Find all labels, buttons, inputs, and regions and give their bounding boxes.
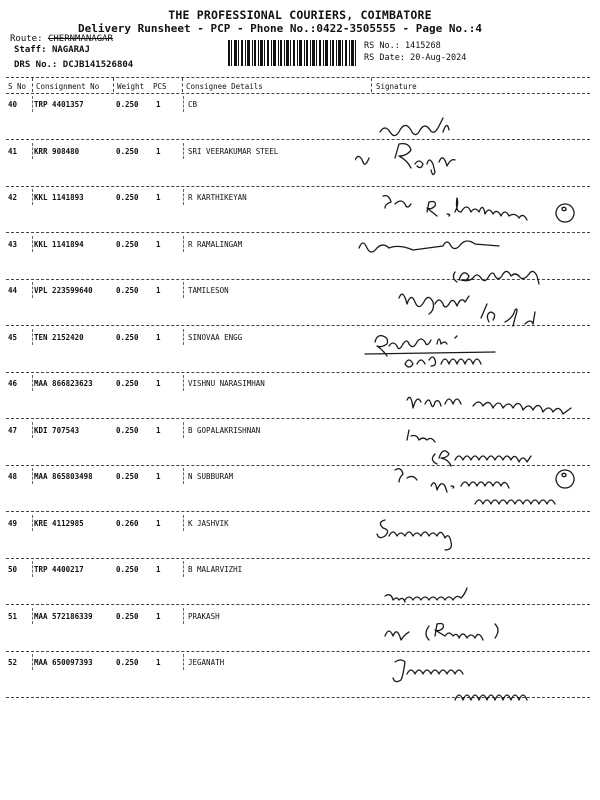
handwritten-signatures	[355, 100, 595, 710]
drs-value: DCJB141526804	[62, 60, 134, 70]
row-consignment-no: KRE 4112985	[34, 519, 84, 528]
row-pcs: 1	[156, 472, 161, 481]
row-consignee: R KARTHIKEYAN	[188, 193, 247, 202]
row-cell-border	[32, 608, 184, 624]
row-weight: 0.250	[116, 379, 139, 388]
row-pcs: 1	[156, 612, 161, 621]
row-consignee: SRI VEERAKUMAR STEEL	[188, 147, 279, 156]
rs-date-value: 20-Aug-2024	[410, 53, 467, 63]
signature-row-49	[377, 520, 451, 550]
row-sno: 46	[8, 379, 18, 388]
row-cell-border	[32, 375, 184, 391]
row-consignee: R RAMALINGAM	[188, 240, 243, 249]
row-pcs: 1	[156, 379, 161, 388]
row-weight: 0.250	[116, 100, 139, 109]
signature-row-40	[380, 118, 449, 136]
row-weight: 0.250	[116, 612, 139, 621]
row-cell-border	[32, 561, 184, 577]
document-title: THE PROFESSIONAL COURIERS, COIMBATORE	[168, 8, 432, 22]
row-sno: 49	[8, 519, 18, 528]
signature-row-47	[407, 430, 531, 466]
row-pcs: 1	[156, 100, 161, 109]
column-header-pcs: PCS	[153, 82, 167, 91]
row-sno: 51	[8, 612, 18, 621]
row-cell-border	[32, 189, 184, 205]
rs-no-label: RS No.:	[364, 41, 400, 51]
row-pcs: 1	[156, 240, 161, 249]
row-weight: 0.250	[116, 565, 139, 574]
row-sno: 50	[8, 565, 18, 574]
row-consignee: SINOVAA ENGG	[188, 333, 243, 342]
row-consignee: TAMILESON	[188, 286, 229, 295]
column-header-consignment: Consignment No	[36, 82, 100, 91]
row-sno: 47	[8, 426, 18, 435]
row-pcs: 1	[156, 426, 161, 435]
row-consignment-no: KDI 707543	[34, 426, 80, 435]
row-weight: 0.250	[116, 472, 139, 481]
signature-row-52	[393, 660, 527, 700]
row-cell-border	[32, 422, 184, 438]
signature-row-45	[365, 336, 495, 367]
row-consignee: K JASHVIK	[188, 519, 229, 528]
column-header-signature: Signature	[376, 82, 417, 91]
row-weight: 0.250	[116, 333, 139, 342]
row-sno: 52	[8, 658, 18, 667]
column-divider	[32, 78, 33, 92]
column-header-consignee: Consignee Details	[186, 82, 263, 91]
row-weight: 0.250	[116, 426, 139, 435]
row-consignee: JEGANATH	[188, 658, 225, 667]
rs-number	[364, 41, 441, 51]
row-sno: 42	[8, 193, 18, 202]
row-cell-border	[32, 515, 184, 531]
route-label: Route:	[10, 34, 43, 44]
row-weight: 0.250	[116, 286, 139, 295]
signature-row-51	[385, 588, 498, 640]
row-sno: 45	[8, 333, 18, 342]
row-consignee: N SUBBURAM	[188, 472, 234, 481]
drs-info	[14, 60, 133, 70]
row-weight: 0.250	[116, 658, 139, 667]
row-consignment-no: MAA 572186339	[34, 612, 93, 621]
row-sno: 44	[8, 286, 18, 295]
row-consignee: B MALARVIZHI	[188, 565, 243, 574]
barcode	[228, 40, 356, 66]
row-cell-border	[32, 96, 184, 112]
row-sno: 40	[8, 100, 18, 109]
row-consignment-no: MAA 866823623	[34, 379, 93, 388]
row-cell-border	[32, 654, 184, 670]
row-weight: 0.250	[116, 147, 139, 156]
staff-value: NAGARAJ	[51, 45, 90, 55]
column-divider	[182, 78, 183, 92]
table-header-rule	[6, 93, 590, 94]
row-cell-border	[32, 329, 184, 345]
row-sno: 41	[8, 147, 18, 156]
signature-row-44	[399, 294, 535, 326]
column-header-weight: Weight	[117, 82, 145, 91]
document-subtitle: Delivery Runsheet - PCP - Phone No.:0422-3505555 - Page No.:4	[78, 22, 482, 35]
row-consignee: PRAKASH	[188, 612, 220, 621]
rs-date-label: RS Date:	[364, 53, 405, 63]
row-cell-border	[32, 236, 184, 252]
row-weight: 0.250	[116, 193, 139, 202]
row-consignment-no: TEN 2152420	[34, 333, 84, 342]
row-consignment-no: MAA 650097393	[34, 658, 93, 667]
signature-row-46	[407, 397, 571, 414]
row-cell-border	[32, 143, 184, 159]
row-pcs: 1	[156, 519, 161, 528]
row-consignee: CB	[188, 100, 198, 109]
row-consignment-no: TRP 4401357	[34, 100, 84, 109]
row-cell-border	[32, 468, 184, 484]
row-consignment-no: MAA 865803498	[34, 472, 93, 481]
row-weight: 0.260	[116, 519, 139, 528]
route-value: CHERNMANAGAR	[47, 34, 113, 44]
signature-row-43	[359, 241, 539, 284]
row-consignment-no: KRR 908480	[34, 147, 80, 156]
row-consignment-no: KKL 1141894	[34, 240, 84, 249]
row-pcs: 1	[156, 286, 161, 295]
row-consignee: B GOPALAKRISHNAN	[188, 426, 261, 435]
staff-info	[14, 45, 90, 55]
route-info	[10, 34, 113, 44]
row-consignee: VISHNU NARASIMHAN	[188, 379, 265, 388]
row-pcs: 1	[156, 333, 161, 342]
row-consignment-no: TRP 4400217	[34, 565, 84, 574]
column-header-sno: S No	[8, 82, 27, 91]
signature-row-41	[355, 144, 455, 175]
row-sno: 43	[8, 240, 18, 249]
row-weight: 0.250	[116, 240, 139, 249]
drs-label: DRS No.:	[14, 60, 58, 70]
row-sno: 48	[8, 472, 18, 481]
staff-label: Staff:	[14, 45, 47, 55]
table-top-rule	[6, 77, 590, 78]
signature-row-48	[395, 469, 574, 504]
row-pcs: 1	[156, 565, 161, 574]
column-divider	[371, 78, 372, 92]
row-pcs: 1	[156, 658, 161, 667]
row-pcs: 1	[156, 147, 161, 156]
row-pcs: 1	[156, 193, 161, 202]
rs-date	[364, 53, 466, 63]
row-consignment-no: VPL 223599640	[34, 286, 93, 295]
signature-row-42	[383, 196, 574, 222]
column-divider	[113, 78, 114, 92]
row-consignment-no: KKL 1141893	[34, 193, 84, 202]
row-cell-border	[32, 282, 184, 298]
rs-no-value: 1415268	[404, 41, 441, 51]
